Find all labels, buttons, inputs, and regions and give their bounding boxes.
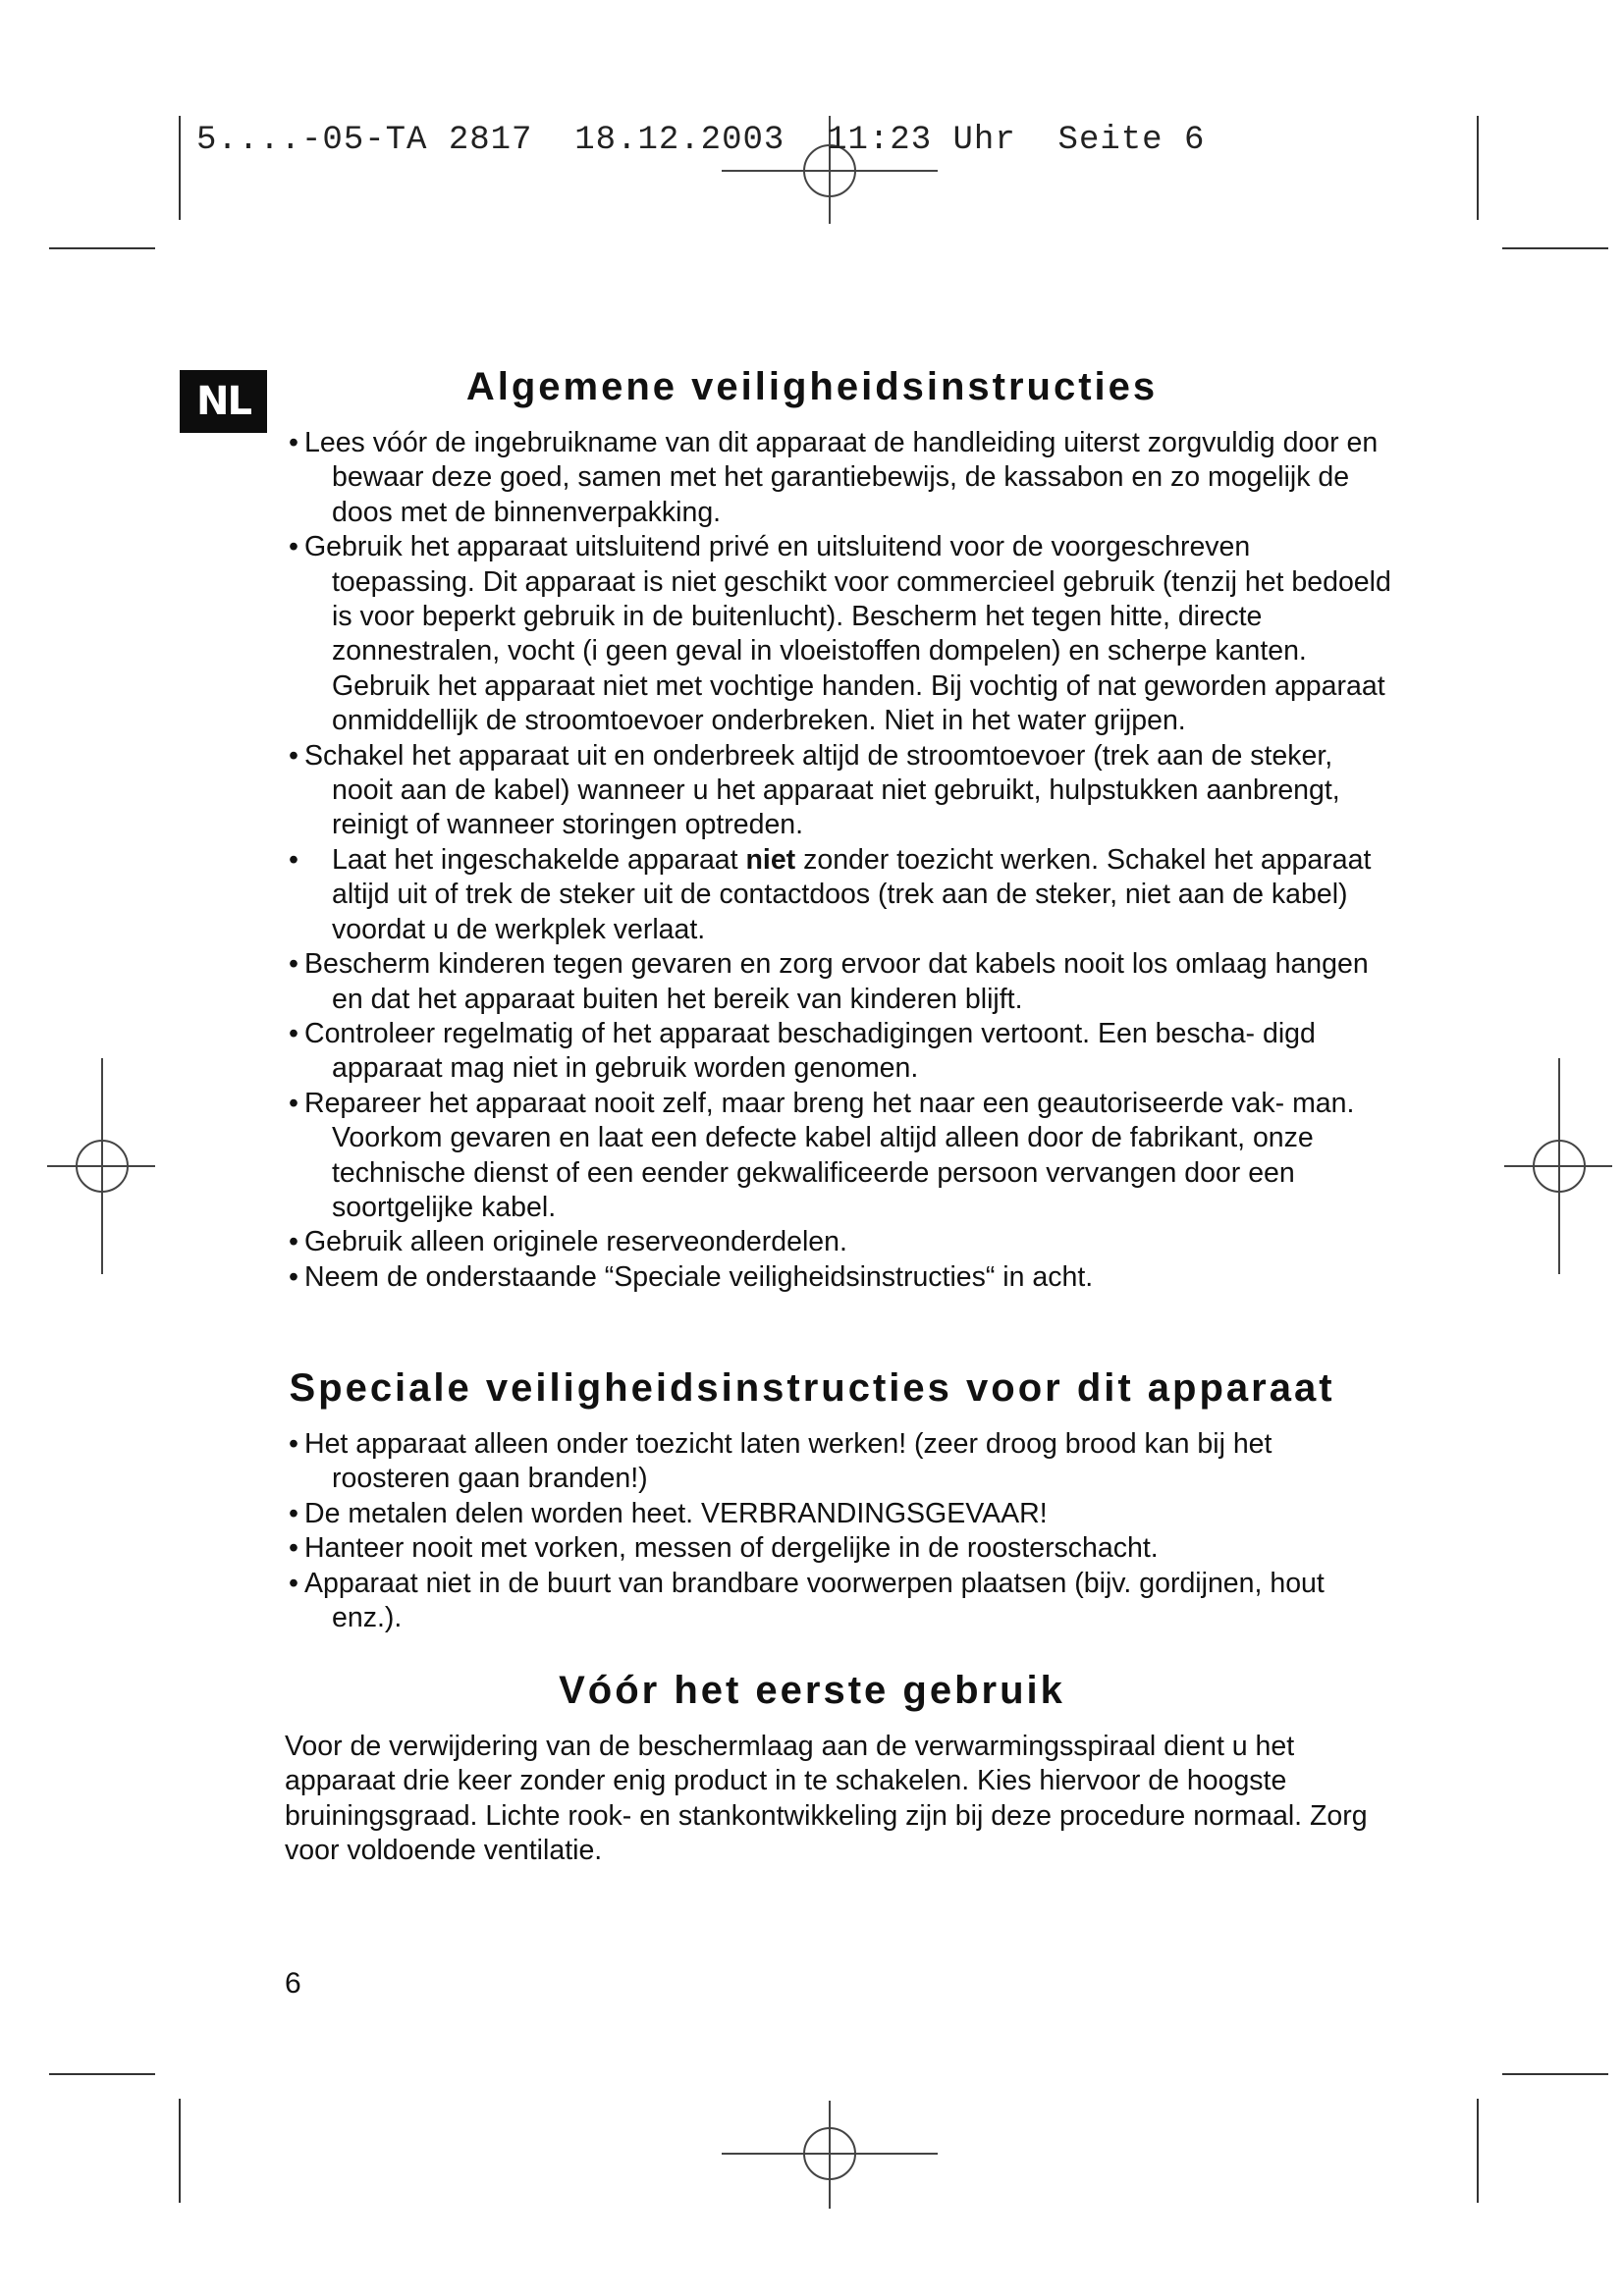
list-item-first-line: Gebruik het apparaat uitsluitend privé en uitsluitend voor de voorgeschreven: [304, 531, 1251, 563]
emphasis-niet: niet: [745, 843, 796, 876]
bullet-icon: •: [289, 1497, 298, 1529]
registration-mark-left: [47, 1058, 155, 1274]
crop-mark-top-left-horizontal: [49, 247, 155, 249]
list-item-continuation: hangen en dat het apparaat buiten het bereik van kinderen blijft.: [332, 948, 1369, 1015]
list-item-continuation: roosteren gaan branden!): [332, 1463, 648, 1495]
list-item-continuation: man. Voorkom gevaren en laat een defecte kabel altijd alleen door de fabrikant, onze technische dienst of een eender gekwalificeerde persoon vervangen door een soortgelijke kabel.: [332, 1087, 1355, 1223]
crop-mark-top-right-horizontal: [1502, 247, 1608, 249]
list-item-first-line: Lees vóór de ingebruikname van dit apparaat de handleiding uiterst zorgvuldig: [304, 427, 1275, 458]
list-item: [285, 1567, 1394, 1636]
language-badge: NL: [180, 370, 267, 433]
list-item-first-line: Apparaat niet in de buurt van brandbare voorwerpen plaatsen (bijv. gordijnen,: [304, 1567, 1263, 1599]
crop-mark-bottom-left-vertical: [179, 2099, 181, 2203]
bullet-icon: •: [289, 1226, 298, 1258]
bullet-icon: •: [289, 1428, 298, 1460]
list-item-continuation: door en bewaar deze goed, samen met het garantiebewijs, de kassabon en zo mogelijk de doos met de binnenverpakking.: [332, 427, 1379, 528]
list-item-first-line: Gebruik alleen originele reserveonderdelen.: [304, 1226, 847, 1258]
bullet-icon: •: [289, 739, 298, 772]
crop-mark-bottom-right-horizontal: [1502, 2073, 1608, 2075]
list-item: [285, 947, 1394, 1017]
list-item: [285, 1017, 1394, 1087]
list-item-first-line: Neem de onderstaande “Speciale veiligheidsinstructies“ in acht.: [304, 1260, 1094, 1293]
list-item: [285, 739, 1394, 843]
crop-mark-bottom-right-vertical: [1477, 2099, 1479, 2203]
print-slug-header: 5....-05-TA 2817 18.12.2003 11:23 Uhr Seite 6: [196, 122, 1206, 159]
list-item: [285, 1497, 1394, 1531]
list-item: [285, 1531, 1394, 1566]
list-item: [285, 1260, 1394, 1295]
list-item: [285, 843, 1394, 947]
list-item: [285, 1225, 1394, 1259]
page-number: 6: [285, 1967, 301, 2000]
section-title-before-first-use: Vóór het eerste gebruik: [559, 1669, 1065, 1712]
crop-mark-bottom-left-horizontal: [49, 2073, 155, 2075]
bullet-icon: •: [289, 531, 298, 563]
list-item-first-line: Het apparaat alleen onder toezicht laten werken! (zeer droog brood kan bij het: [304, 1428, 1272, 1460]
list-item-continuation: toepassing. Dit apparaat is niet geschikt voor commercieel gebruik (tenzij het bedoeld is voor beperkt gebruik in de buitenlucht). Bescherm het tegen hitte, directe zonnestralen, vocht (i geen geval in vloeistoffen dompelen) en scherpe kanten. Gebruik het apparaat niet met vochtige handen. Bij vochtig of nat geworden apparaat onmiddellijk de stroomtoevoer onderbreken. Niet in het water grijpen.: [332, 565, 1391, 737]
list-item-first-line: Bescherm kinderen tegen gevaren en zorg ervoor dat kabels nooit los omlaag: [304, 948, 1268, 981]
list-item: [285, 1087, 1394, 1226]
registration-mark-bottom: [722, 2101, 938, 2209]
list-item-first-line: Schakel het apparaat uit en onderbreek altijd de stroomtoevoer (trek aan de: [304, 739, 1243, 772]
section-title-special-safety: Speciale veiligheidsinstructies voor dit apparaat: [289, 1366, 1335, 1410]
list-item: [285, 1427, 1394, 1497]
bullet-icon: •: [289, 948, 298, 981]
list-item-text: Laat het ingeschakelde apparaat: [332, 843, 746, 876]
bullet-icon: •: [289, 1087, 298, 1119]
bullet-icon: •: [289, 427, 298, 458]
list-item-first-line: Controleer regelmatig of het apparaat beschadigingen vertoont. Een bescha-: [304, 1017, 1256, 1049]
list-item-first-line: Repareer het apparaat nooit zelf, maar breng het naar een geautoriseerde vak-: [304, 1087, 1285, 1119]
general-safety-list: [285, 426, 1394, 1295]
special-safety-list: [285, 1427, 1394, 1635]
bullet-icon: •: [289, 843, 298, 876]
bullet-icon: •: [289, 1017, 298, 1049]
list-item: [285, 426, 1394, 530]
list-item-first-line: De metalen delen worden heet. VERBRANDINGSGEVAAR!: [304, 1497, 1048, 1529]
list-item-continuation: steker, nooit aan de kabel) wanneer u het apparaat niet gebruikt, hulpstukken aanbrengt, reinigt of wanneer storingen optreden.: [332, 739, 1340, 841]
section-title-general-safety: Algemene veiligheidsinstructies: [465, 365, 1159, 408]
list-item-first-line: Hanteer nooit met vorken, messen of dergelijke in de roosterschacht.: [304, 1532, 1159, 1565]
bullet-icon: •: [289, 1567, 298, 1599]
before-first-use-paragraph: Voor de verwijdering van de beschermlaag aan de verwarmingsspiraal dient u het apparaat drie keer zonder enig product in te schakelen. Kies hiervoor de hoogste bruiningsgraad. Lichte rook- en stankontwikkeling zijn bij deze procedure normaal. Zorg voor voldoende ventilatie.: [285, 1731, 1368, 1867]
crop-mark-top-left-vertical: [179, 116, 181, 220]
list-item-continuation: digd apparaat mag niet in gebruik worden genomen.: [332, 1017, 1316, 1085]
list-item-continuation: zonder toezicht werken. Schakel het apparaat altijd uit of trek de steker uit de contactdoos (trek aan de steker, niet aan de kabel) voordat u de werkplek verlaat.: [332, 843, 1372, 945]
list-item: [285, 530, 1394, 738]
registration-mark-right: [1504, 1058, 1612, 1274]
crop-mark-top-right-vertical: [1477, 116, 1479, 220]
bullet-icon: •: [289, 1532, 298, 1565]
bullet-icon: •: [289, 1260, 298, 1293]
list-item-continuation: hout enz.).: [332, 1567, 1325, 1634]
